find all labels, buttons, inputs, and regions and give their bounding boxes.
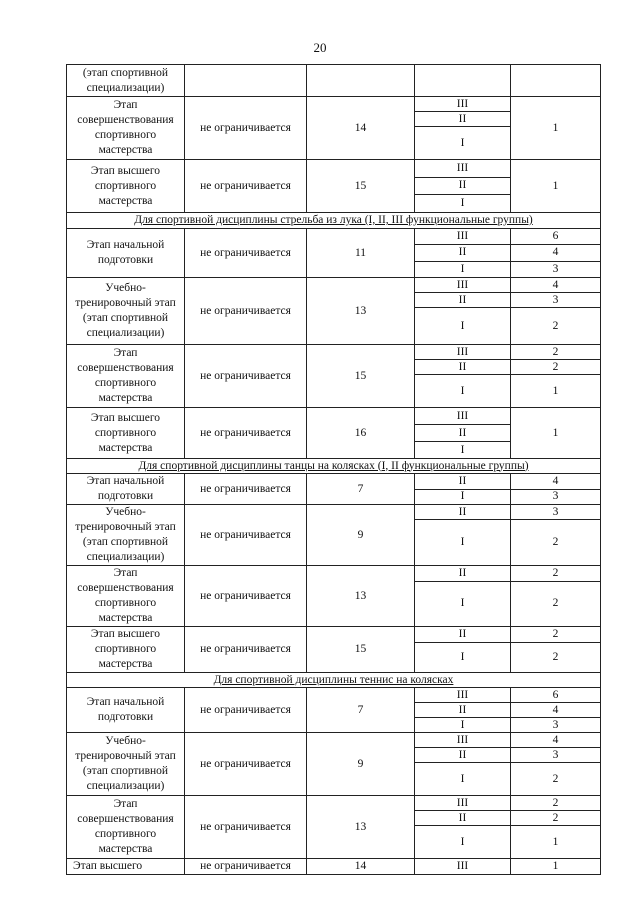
table-cell: (этап спортивной специализации) xyxy=(67,65,185,97)
table-cell: I xyxy=(415,195,511,213)
table-cell: 13 xyxy=(307,566,415,627)
table-cell: III xyxy=(415,796,511,811)
table-cell: I xyxy=(415,581,511,626)
table-cell: III xyxy=(415,97,511,112)
table-cell: I xyxy=(415,718,511,733)
table-cell: 1 xyxy=(511,826,601,859)
table-cell: I xyxy=(415,261,511,277)
table-cell: 4 xyxy=(511,733,601,748)
table-row xyxy=(67,505,601,520)
table-cell: III xyxy=(415,408,511,425)
table-cell: 2 xyxy=(511,566,601,582)
table-cell: Учебно-тренировочный этап (этап спортивной специализации) xyxy=(67,505,185,566)
table-row xyxy=(67,408,601,425)
table-row xyxy=(67,673,601,688)
table-cell: не ограничивается xyxy=(185,408,307,459)
table-row xyxy=(67,733,601,748)
table-cell: II xyxy=(415,703,511,718)
table-cell: III xyxy=(415,278,511,293)
table-cell: 3 xyxy=(511,261,601,277)
table-cell: 3 xyxy=(511,489,601,505)
table-cell: 6 xyxy=(511,229,601,245)
table-cell: не ограничивается xyxy=(185,859,307,875)
table-cell: II xyxy=(415,811,511,826)
table-cell: Этап совершенствования спортивного мастерства xyxy=(67,345,185,408)
table-cell: 1 xyxy=(511,375,601,408)
table-row xyxy=(67,65,601,97)
table-row xyxy=(67,213,601,229)
sports-stage-table xyxy=(66,64,601,875)
table-cell: 14 xyxy=(307,859,415,875)
table-cell: 11 xyxy=(307,229,415,278)
table-cell: I xyxy=(415,308,511,345)
table-cell: 3 xyxy=(511,718,601,733)
table-cell: не ограничивается xyxy=(185,505,307,566)
table-cell: Этап высшего спортивного мастерства xyxy=(67,408,185,459)
section-header: Для спортивной дисциплины теннис на колясках xyxy=(67,673,601,688)
table-row xyxy=(67,160,601,178)
table-cell: II xyxy=(415,748,511,763)
table-row xyxy=(67,796,601,811)
table-cell: Этап высшего спортивного мастерства xyxy=(67,627,185,673)
table-row xyxy=(67,627,601,643)
table-row xyxy=(67,566,601,582)
table-cell: I xyxy=(415,826,511,859)
table-cell: Этап высшего xyxy=(67,859,185,875)
table-cell: II xyxy=(415,627,511,643)
table-cell: I xyxy=(415,489,511,505)
table-cell: II xyxy=(415,112,511,127)
table-cell: 1 xyxy=(511,408,601,459)
table-cell: не ограничивается xyxy=(185,345,307,408)
table-cell: не ограничивается xyxy=(185,796,307,859)
table-cell: II xyxy=(415,566,511,582)
table-row xyxy=(67,459,601,474)
table-cell: 2 xyxy=(511,345,601,360)
table-cell: 15 xyxy=(307,627,415,673)
table-cell: 4 xyxy=(511,474,601,490)
table-cell: 2 xyxy=(511,796,601,811)
table-cell: Этап начальной подготовки xyxy=(67,474,185,505)
table-cell: 7 xyxy=(307,688,415,733)
table-cell: 6 xyxy=(511,688,601,703)
table-cell: II xyxy=(415,245,511,261)
table-cell: 9 xyxy=(307,505,415,566)
table-cell: III xyxy=(415,859,511,875)
table-cell: 15 xyxy=(307,345,415,408)
table-cell: не ограничивается xyxy=(185,97,307,160)
table-row xyxy=(67,474,601,490)
table-cell: 3 xyxy=(511,505,601,520)
table-row xyxy=(67,278,601,293)
table-cell: I xyxy=(415,442,511,459)
table-cell: не ограничивается xyxy=(185,278,307,345)
table-cell: 1 xyxy=(511,160,601,213)
table-row xyxy=(67,345,601,360)
table-cell: Учебно-тренировочный этап (этап спортивной специализации) xyxy=(67,733,185,796)
table-cell: I xyxy=(415,375,511,408)
table-cell: не ограничивается xyxy=(185,160,307,213)
table-cell: Этап совершенствования спортивного мастерства xyxy=(67,796,185,859)
table-cell: II xyxy=(415,293,511,308)
table-cell: I xyxy=(415,763,511,796)
table-cell: 1 xyxy=(511,859,601,875)
table-cell: Этап совершенствования спортивного мастерства xyxy=(67,566,185,627)
table-cell: I xyxy=(415,520,511,566)
table-cell: 14 xyxy=(307,97,415,160)
table-cell: Учебно-тренировочный этап (этап спортивной специализации) xyxy=(67,278,185,345)
table-cell: 13 xyxy=(307,796,415,859)
table-cell: не ограничивается xyxy=(185,229,307,278)
table-cell: 4 xyxy=(511,703,601,718)
table-row xyxy=(67,229,601,245)
table-cell: I xyxy=(415,127,511,160)
table-cell: I xyxy=(415,642,511,672)
table-cell: не ограничивается xyxy=(185,566,307,627)
table-cell: Этап начальной подготовки xyxy=(67,688,185,733)
table-cell: 16 xyxy=(307,408,415,459)
table-cell xyxy=(415,65,511,97)
table-row xyxy=(67,859,601,875)
table-cell: 3 xyxy=(511,748,601,763)
table-cell: 4 xyxy=(511,278,601,293)
table-cell: не ограничивается xyxy=(185,474,307,505)
table-cell: 4 xyxy=(511,245,601,261)
page-number: 20 xyxy=(313,40,327,55)
table-body xyxy=(67,65,601,875)
section-header: Для спортивной дисциплины стрельба из лука (I, II, III функциональные группы) xyxy=(67,213,601,229)
table-cell: 2 xyxy=(511,763,601,796)
table-cell: II xyxy=(415,360,511,375)
table-cell: 2 xyxy=(511,642,601,672)
table-cell: III xyxy=(415,345,511,360)
table-cell: не ограничивается xyxy=(185,688,307,733)
table-row xyxy=(67,688,601,703)
table-cell: Этап совершенствования спортивного мастерства xyxy=(67,97,185,160)
table-cell xyxy=(511,65,601,97)
table-cell: Этап высшего спортивного мастерства xyxy=(67,160,185,213)
table-cell: III xyxy=(415,160,511,178)
table-row xyxy=(67,97,601,112)
table-cell: не ограничивается xyxy=(185,733,307,796)
table-cell: III xyxy=(415,229,511,245)
table-cell xyxy=(307,65,415,97)
table-cell: III xyxy=(415,733,511,748)
table-cell: 2 xyxy=(511,520,601,566)
table-cell: 13 xyxy=(307,278,415,345)
table-cell: 1 xyxy=(511,97,601,160)
table-cell xyxy=(185,65,307,97)
table-cell: не ограничивается xyxy=(185,627,307,673)
table-cell: II xyxy=(415,474,511,490)
table-cell: 2 xyxy=(511,360,601,375)
table-cell: 2 xyxy=(511,308,601,345)
section-header: Для спортивной дисциплины танцы на колясках (I, II функциональные группы) xyxy=(67,459,601,474)
table-cell: II xyxy=(415,425,511,442)
table-cell: 2 xyxy=(511,581,601,626)
table-cell: 3 xyxy=(511,293,601,308)
table-cell: Этап начальной подготовки xyxy=(67,229,185,278)
table-cell: 7 xyxy=(307,474,415,505)
table-cell: 9 xyxy=(307,733,415,796)
table-cell: 2 xyxy=(511,811,601,826)
table-cell: III xyxy=(415,688,511,703)
table-cell: II xyxy=(415,177,511,195)
table-cell: 15 xyxy=(307,160,415,213)
table-cell: 2 xyxy=(511,627,601,643)
table-cell: II xyxy=(415,505,511,520)
